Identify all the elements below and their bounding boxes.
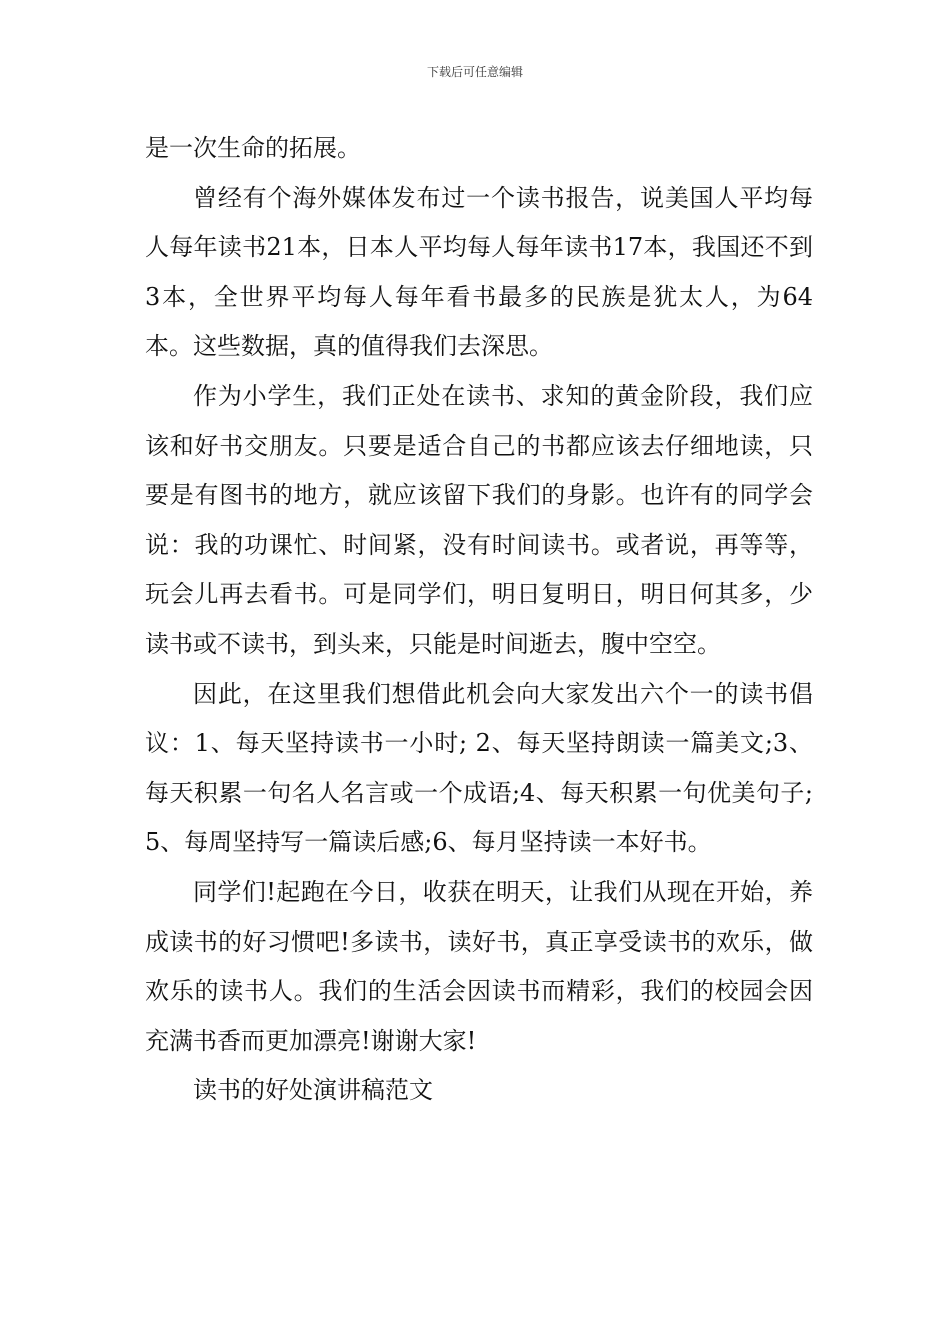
paragraph-4: 因此，在这里我们想借此机会向大家发出六个一的读书倡议：1、每天坚持读书一小时; 2、每天坚持朗读一篇美文;3、每天积累一句名人名言或一个成语;4、每天积累一句优美句子;5、每周坚持写一篇读后感;6、每月坚持读一本好书。 bbox=[145, 679, 813, 857]
document-body bbox=[145, 124, 813, 1116]
paragraph-1: 是一次生命的拓展。 bbox=[145, 134, 361, 162]
paragraph-3: 作为小学生，我们正处在读书、求知的黄金阶段，我们应该和好书交朋友。只要是适合自己的书都应该去仔细地读，只要是有图书的地方，就应该留下我们的身影。也许有的同学会说：我的功课忙、时间紧，没有时间读书。或者说，再等等，玩会儿再去看书。可是同学们，明日复明日，明日何其多，少读书或不读书，到头来，只能是时间逝去，腹中空空。 bbox=[145, 381, 813, 658]
section-title: 读书的好处演讲稿范文 bbox=[193, 1076, 433, 1105]
page-header: 下载后可任意编辑 bbox=[426, 65, 523, 79]
paragraph-5: 同学们!起跑在今日，收获在明天，让我们从现在开始，养成读书的好习惯吧!多读书，读好书，真正享受读书的欢乐，做欢乐的读书人。我们的生活会因读书而精彩，我们的校园会因充满书香而更加漂亮!谢谢大家! bbox=[145, 877, 813, 1055]
paragraph-2: 曾经有个海外媒体发布过一个读书报告，说美国人平均每人每年读书21本，日本人平均每人每年读书17本，我国还不到3本，全世界平均每人每年看书最多的民族是犹太人，为64本。这些数据，真的值得我们去深思。 bbox=[145, 183, 813, 361]
